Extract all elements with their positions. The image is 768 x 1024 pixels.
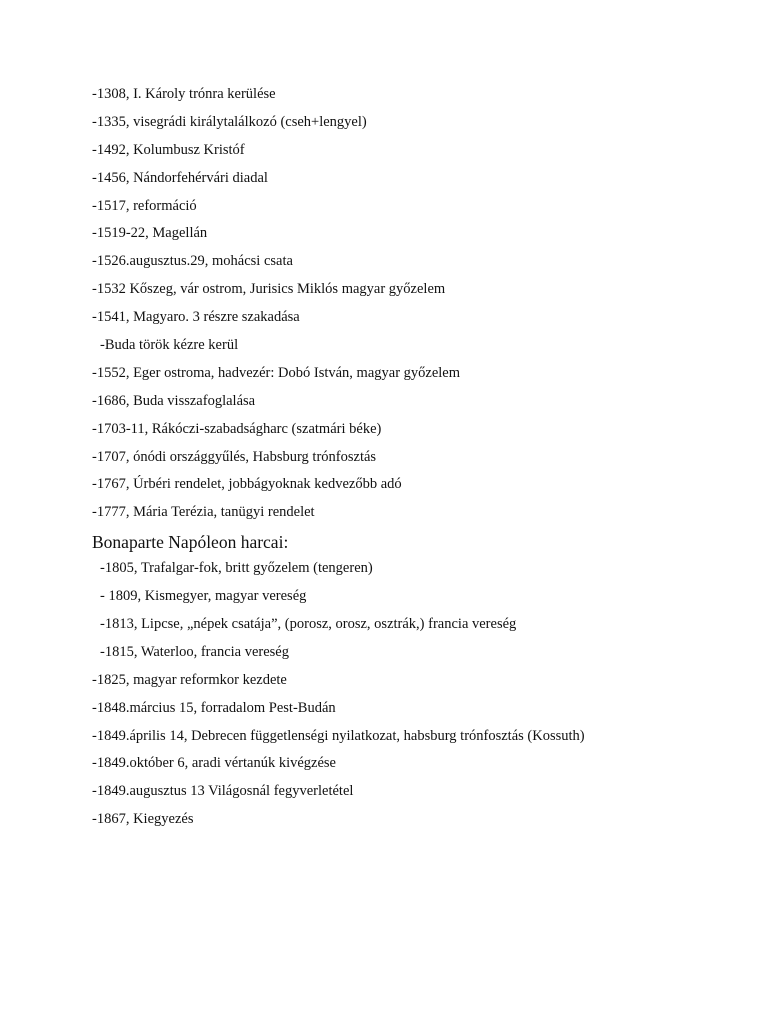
timeline-entry: -1707, ónódi országgyűlés, Habsburg trónfosztás [92, 448, 377, 465]
napoleon-entry: -1805, Trafalgar-fok, britt győzelem (tengeren) [100, 560, 373, 577]
timeline-entry: -1517, reformáció [92, 197, 197, 214]
timeline-entry: -1456, Nándorfehérvári diadal [92, 169, 268, 186]
timeline-subentry: -Buda török kézre kerül [100, 337, 239, 354]
timeline-entry: -1335, visegrádi királytalálkozó (cseh+lengyel) [92, 113, 367, 130]
timeline-entry: -1686, Buda visszafoglalása [92, 392, 256, 409]
timeline-entry: -1848.március 15, forradalom Pest-Budán [92, 699, 336, 716]
napoleon-entry: -1813, Lipcse, „népek csatája”, (porosz, orosz, osztrák,) francia vereség [100, 616, 517, 633]
timeline-entry: -1526.augusztus.29, mohácsi csata [92, 253, 293, 270]
timeline-entry: -1767, Úrbéri rendelet, jobbágyoknak kedvezőbb adó [92, 476, 402, 493]
timeline-entry: -1532 Kőszeg, vár ostrom, Jurisics Miklós magyar győzelem [92, 281, 446, 298]
timeline-entry: -1552, Eger ostroma, hadvezér: Dobó István, magyar győzelem [92, 364, 461, 381]
napoleon-entry: -1815, Waterloo, francia vereség [100, 643, 289, 660]
section-heading: Bonaparte Napóleon harcai: [92, 532, 289, 553]
timeline-entry: -1492, Kolumbusz Kristóf [92, 141, 245, 158]
timeline-entry: -1777, Mária Terézia, tanügyi rendelet [92, 504, 315, 521]
timeline-entry: -1825, magyar reformkor kezdete [92, 671, 287, 688]
timeline-entry: -1541, Magyaro. 3 részre szakadása [92, 309, 300, 326]
timeline-entry: -1308, I. Károly trónra kerülése [92, 86, 276, 102]
timeline-entry: -1849.augusztus 13 Világosnál fegyverletétel [92, 783, 354, 800]
timeline-entry: -1519-22, Magellán [92, 225, 208, 242]
timeline-entry: -1849.október 6, aradi vértanúk kivégzése [92, 755, 336, 772]
timeline-entry: -1867, Kiegyezés [92, 811, 194, 828]
napoleon-entry: - 1809, Kismegyer, magyar vereség [100, 588, 307, 605]
timeline-entry: -1703-11, Rákóczi-szabadságharc (szatmári béke) [92, 420, 382, 437]
timeline-entry: -1849.április 14, Debrecen függetlenségi nyilatkozat, habsburg trónfosztás (Kossuth) [92, 727, 585, 744]
